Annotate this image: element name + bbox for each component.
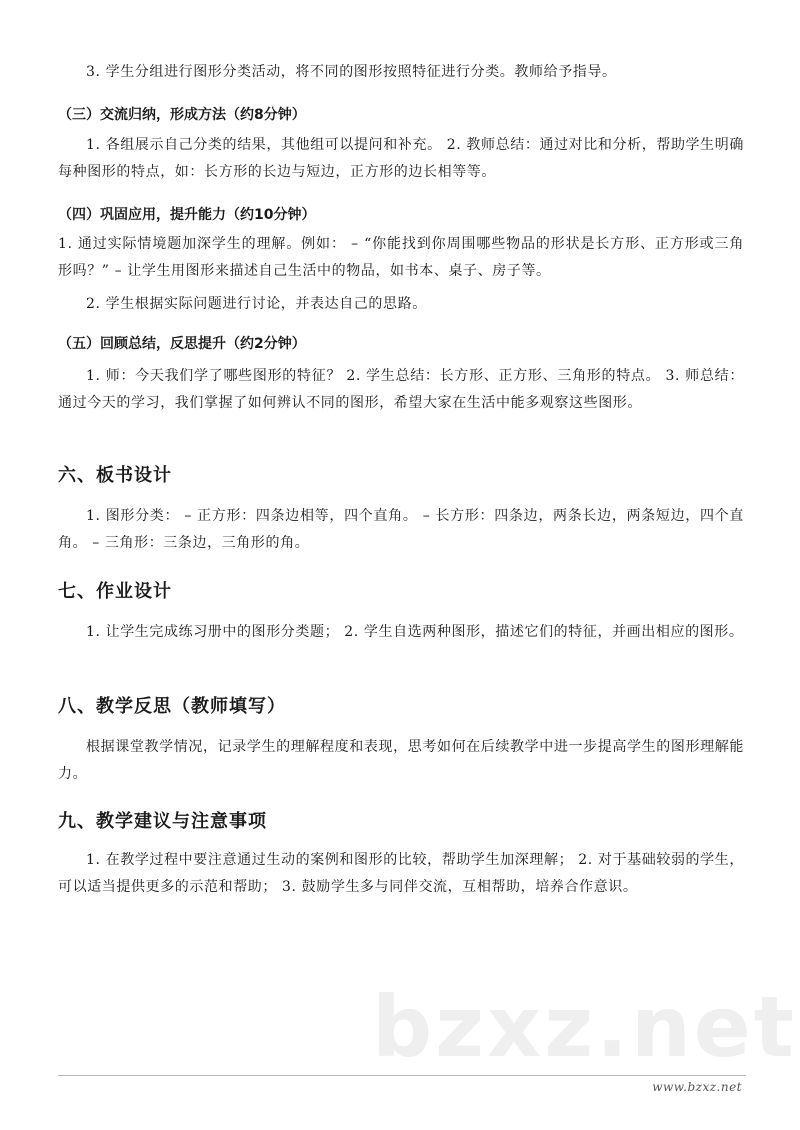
paragraph-group-activity: 3. 学生分组进行图形分类活动，将不同的图形按照特征进行分类。教师给予指导。 [86, 64, 617, 80]
paragraph-board-design: 1. 图形分类： – 正方形：四条边相等，四个直角。 – 长方形：四条边，两条长边，两条短边，四个直角。 – 三角形：三条边，三角形的角。 [58, 508, 744, 551]
heading-board-design: 六、板书设计 [58, 465, 172, 486]
paragraph-discussion: 2. 学生根据实际问题进行讨论，并表达自己的思路。 [86, 296, 427, 312]
subheading-section-5: （五）回顾总结，反思提升（约2分钟） [58, 336, 306, 352]
paragraph-teaching-suggestions: 1. 在教学过程中要注意通过生动的案例和图形的比较，帮助学生加深理解； 2. 对于基础较弱的学生，可以适当提供更多的示范和帮助； 3. 鼓励学生多与同伴交流，互相帮助，培养合作意识。 [58, 852, 744, 895]
heading-teaching-suggestions: 九、教学建议与注意事项 [58, 811, 267, 832]
footer-divider [58, 1075, 746, 1076]
subheading-section-3: （三）交流归纳，形成方法（约8分钟） [58, 107, 306, 123]
subheading-section-4: （四）巩固应用，提升能力（约10分钟） [58, 207, 316, 223]
paragraph-application-examples: 1. 通过实际情境题加深学生的理解。例如： – “你能找到你周围哪些物品的形状是长方形、正方形或三角形吗？” – 让学生用图形来描述自己生活中的物品，如书本、桌子、房子等。 [58, 236, 744, 279]
paragraph-summary-methods: 1. 各组展示自己分类的结果，其他组可以提问和补充。 2. 教师总结：通过对比和分析，帮助学生明确每种图形的特点，如：长方形的长边与短边，正方形的边长相等等。 [58, 137, 744, 180]
paragraph-teaching-reflection: 根据课堂教学情况，记录学生的理解程度和表现，思考如何在后续教学中进一步提高学生的图形理解能力。 [58, 739, 744, 782]
site-watermark: bzxz.net [372, 978, 797, 1076]
paragraph-homework-design: 1. 让学生完成练习册中的图形分类题； 2. 学生自选两种图形，描述它们的特征，并画出相应的图形。 [86, 624, 744, 640]
heading-teaching-reflection: 八、教学反思（教师填写） [58, 696, 286, 717]
paragraph-review-summary: 1. 师：今天我们学了哪些图形的特征？ 2. 学生总结：长方形、正方形、三角形的特点。 3. 师总结：通过今天的学习，我们掌握了如何辨认不同的图形，希望大家在生活中能多观察这些图形。 [58, 368, 744, 411]
footer-url: www.bzxz.net [652, 1080, 742, 1094]
heading-homework-design: 七、作业设计 [58, 581, 172, 602]
